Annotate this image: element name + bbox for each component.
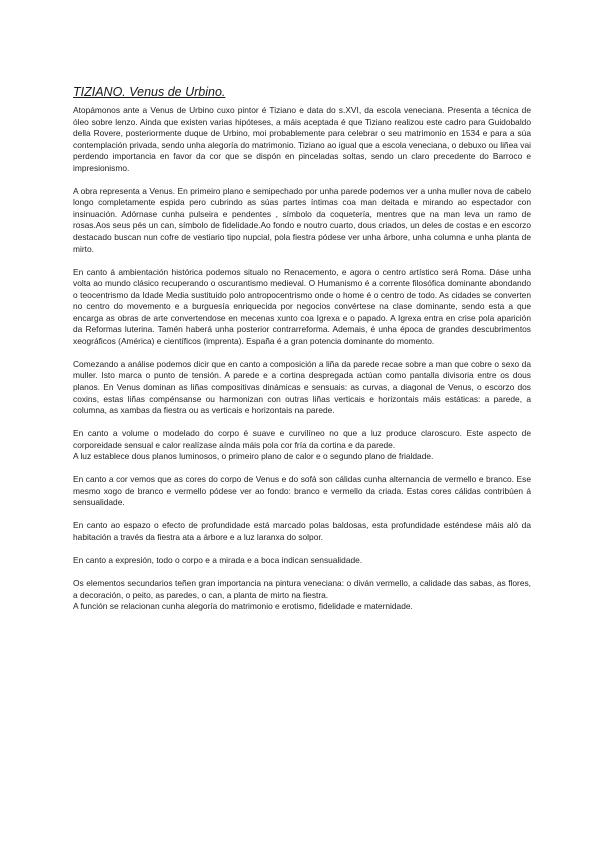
paragraph-text: Atopámonos ante a Venus de Urbino cuxo pintor é Tiziano e data do s.XVI, da escola veneciana. Presenta a técnica de óleo sobre lenzo. Ainda que existen varias hipóteses, a máis aceptada é que Tiziano realizou este cadro para Guidobaldo della Rovere, posteriormente duque de Urbino, moi probablemente para celebrar o seu matrimonio en 1534 e para a súa contemplación privada, sendo unha alegoría do matrimonio. Tiziano ao igual que a escola veneciana, o debuxo ou liñea vai perdendo importancia en favor da cor que se dispón en pinceladas soltas, sendo un claro precedente do Barroco e impresionismo. — [73, 105, 531, 173]
paragraph-intro — [73, 105, 531, 174]
paragraph-space — [73, 520, 531, 543]
paragraph-text: En canto á ambientación histórica podemos situalo no Renacemento, e agora o centro artístico será Roma. Dáse unha volta ao mundo clásico recuperando o oscurantismo medieval. O Humanismo é a corrente filosófica dominante abondando o teocentrismo da Idade Media sustituido polo antropocentrismo onde o home é o centro de todo. As cidades se converten no centro do movemento e a burguesía enriquecida por negocios convértese na clase dominante, sendo esta a que encarga as obras de arte convertendose en mecenas xunto coa Igrexa e o papado. A Igrexa entra en crise pola aparición da Reformas luterina. Tamén haberá unha posterior contrarreforma. Ademais, é unha época de grandes descubrimentos xeográficos (América) e científicos (imprenta). España é a gran potencia dominante do momento. — [73, 266, 531, 346]
document-title: TIZIANO. Venus de Urbino. — [73, 85, 226, 99]
paragraph-text: Comezando a análise podemos dicir que en canto a composición a liña da parede recae sobre a man que cobre o sexo da muller. Isto marca o punto de tensión. A parede e a cortina despregada actúan como pantalla divisoria entre os dous planos. En Venus dominan as liñas compositivas dinámicas e sensuais: as curvas, a diagonal de Venus, o escorzo dos coxins, estas liñas compénsanse ou harmonizan con outras liñas verticais e horizontais máis estáticas: a parede, a columna, as xambas da fiestra ou as verticais e horizontais na parede. — [73, 358, 531, 416]
paragraph-text: A obra representa a Venus. En primeiro plano e semipechado por unha parede podemos ver a unha muller nova de cabelo longo completamente espida pero cubrindo as súas partes íntimas coa man deitada e mirando ao espectador con insinuación. Adórnase cunha pulseira e pendentes , símbolo da coquetería, mentres que na man leva un ramo de rosas.Aos seus pés un can, símbolo de fidelidade.Ao fondo e noutro cuarto, dous criados, un deles de costas e en escorzo destacado buscan nun cofre de vestiario tipo nupcial, pola fiestra pódese ver unha árbore, unha columna e unha planta de mirto. — [73, 185, 531, 254]
paragraph-color — [73, 474, 531, 509]
paragraph-text: En canto a volume o modelado do corpo é suave e curvilíneo no que a luz produce claroscuro. Este aspecto de corporeidade sensual e calor realízase aínda máis pola cor fría da cortina e da parede. — [73, 428, 531, 450]
paragraph-description — [73, 186, 531, 255]
paragraph-text: Os elementos secundarios teñen gran importancia na pintura veneciana: o diván vermello, a calidade das sabas, as flores, a decoración, o peito, as paredes, o can, a planta de mirto na fiestra. — [73, 578, 531, 600]
paragraph-text: En canto a cor vemos que as cores do corpo de Venus e do sofá son cálidas cunha alternancia de vermello e branco. Ese mesmo xogo de branco e vermello pódese ver ao fondo: branco e vermello da criada. Estas cores cálidas contribúen á sensualidade. — [73, 474, 531, 508]
paragraph-composition — [73, 359, 531, 417]
document-page — [73, 84, 531, 624]
paragraph-text: En canto a expresión, todo o corpo e a mirada e a boca indican sensualidade. — [73, 555, 363, 565]
paragraph-secondary-elements — [73, 578, 531, 613]
paragraph-text: En canto ao espazo o efecto de profundidade está marcado polas baldosas, esta profundidade esténdese máis aló da habitación a través da fiestra ata a árbore e a luz laranxa do solpor. — [73, 520, 531, 542]
paragraph-historical-context — [73, 267, 531, 348]
paragraph-text: A luz establece dous planos luminosos, o primeiro plano de calor e o segundo plano de frialdade. — [73, 451, 434, 462]
paragraph-text: A función se relacionan cunha alegoría do matrimonio e erotismo, fidelidade e maternidade. — [73, 601, 413, 612]
paragraph-volume — [73, 428, 531, 463]
paragraph-expression — [73, 555, 531, 567]
